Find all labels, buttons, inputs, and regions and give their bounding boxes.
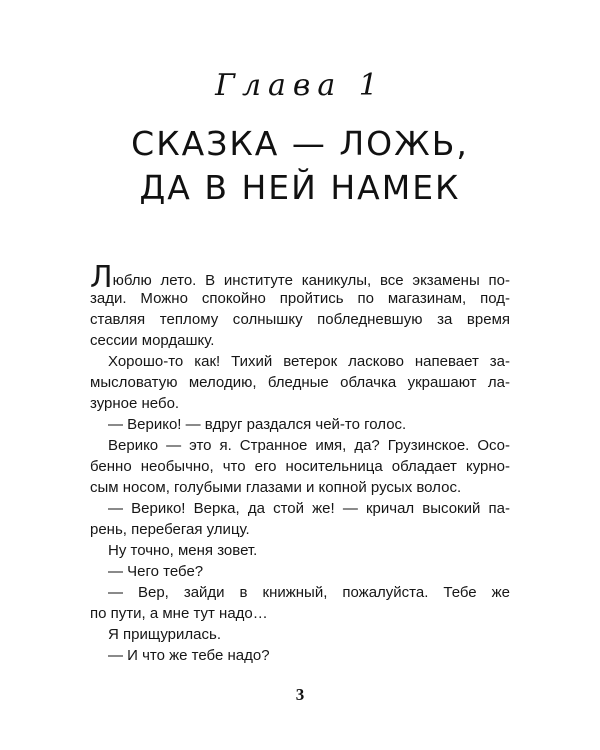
text-line: сым носом, голубыми глазами и копной русых волос. <box>90 479 462 496</box>
text-line: ставляя теплому солнышку побледневшую за время <box>90 311 510 328</box>
first-line-text: юблю лето. В институте каникулы, все экзамены по- <box>112 272 510 289</box>
text-line: по пути, а мне тут надо… <box>90 605 268 622</box>
text-line: — Верико! — вдруг раздался чей-то голос. <box>108 416 407 433</box>
chapter-title-line-1: СКАЗКА — ЛОЖЬ, <box>131 124 469 163</box>
text-line: — Вер, зайди в книжный, пожалуйста. Тебе же <box>108 584 510 601</box>
text-line: зади. Можно спокойно пройтись по магазинам, под- <box>90 290 510 307</box>
text-line: мысловатую мелодию, бледные облачка украшают ла- <box>90 374 510 391</box>
text-line: — Чего тебе? <box>108 563 204 580</box>
page-number: 3 <box>295 685 305 704</box>
chapter-label: Глава 1 <box>215 68 385 103</box>
text-line: сессии мордашку. <box>90 332 215 349</box>
body-text <box>90 260 510 666</box>
text-line: бенно необычно, что его носительница обладает курно- <box>90 458 510 475</box>
drop-cap: Л <box>90 260 113 295</box>
text-line: Я прищурилась. <box>108 626 221 643</box>
text-line: рень, перебегая улицу. <box>90 521 250 538</box>
text-line: Хорошо-то как! Тихий ветерок ласково напевает за- <box>108 353 510 370</box>
text-line-first <box>90 260 510 295</box>
text-line: — И что же тебе надо? <box>108 647 270 664</box>
text-line: — Верико! Верка, да стой же! — кричал высокий па- <box>108 500 510 517</box>
chapter-title <box>0 122 600 210</box>
text-line: зурное небо. <box>90 395 180 412</box>
text-line: Верико — это я. Странное имя, да? Грузинское. Осо- <box>108 437 510 454</box>
chapter-title-line-2: ДА В НЕЙ НАМЕК <box>139 168 461 207</box>
text-line: Ну точно, меня зовет. <box>108 542 258 559</box>
